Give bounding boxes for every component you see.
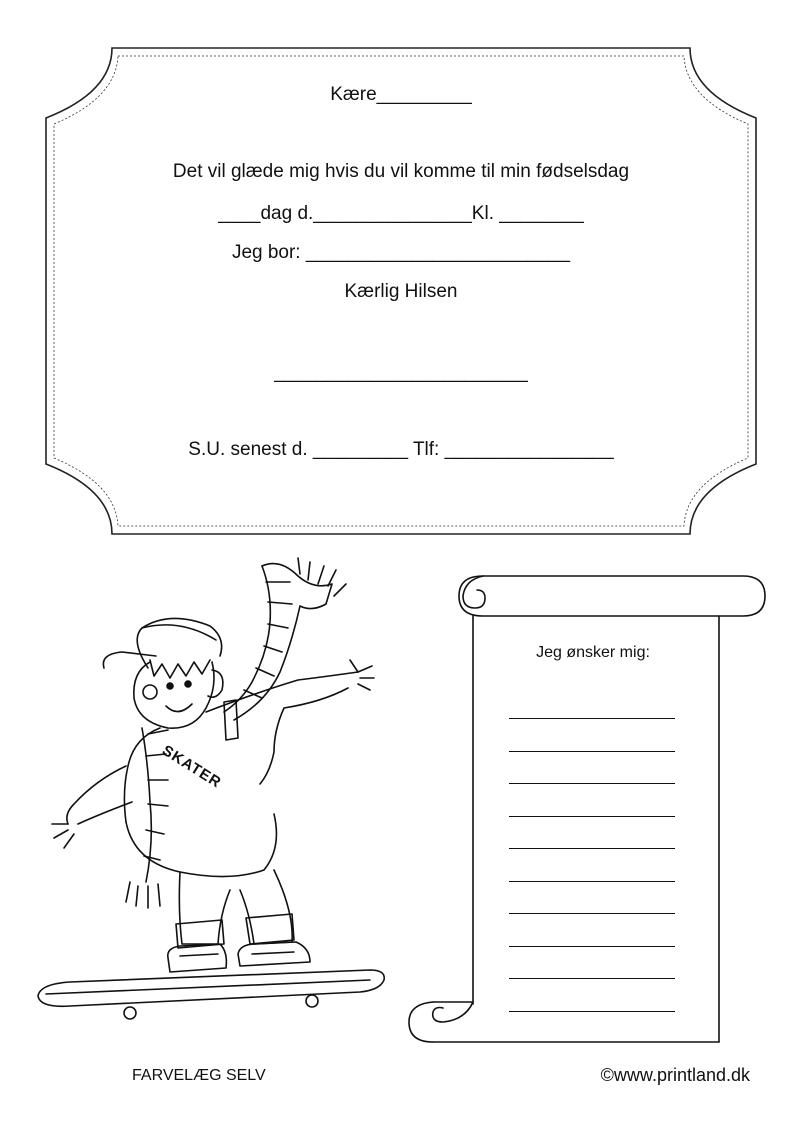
wishlist-line xyxy=(509,946,675,979)
wishlist-lines xyxy=(509,718,675,1043)
wishlist-line xyxy=(509,913,675,946)
wishlist-line xyxy=(509,718,675,751)
wishlist-line xyxy=(509,783,675,816)
invite-text: Det vil glæde mig hvis du vil komme til min fødselsdag xyxy=(172,161,630,182)
shirt-text: SKATER xyxy=(158,742,225,792)
wishlist-line xyxy=(509,1011,675,1044)
signature-line: ________________________ xyxy=(274,362,528,383)
closing-text: Kærlig Hilsen xyxy=(344,281,458,302)
footer-color-note: FARVELÆG SELV xyxy=(132,1067,266,1084)
wishlist-line xyxy=(509,881,675,914)
rsvp-line: S.U. senest d. _________ Tlf: ________________ xyxy=(188,439,614,460)
greeting-line: Kære_________ xyxy=(330,84,472,105)
wishlist-title: Jeg ønsker mig: xyxy=(536,644,650,661)
wishlist-line xyxy=(509,816,675,849)
date-time-line: ____dag d._______________Kl. ________ xyxy=(218,203,584,224)
wishlist-line xyxy=(509,751,675,784)
footer-copyright: ©www.printland.dk xyxy=(600,1065,750,1085)
address-line: Jeg bor: _________________________ xyxy=(231,242,571,263)
wishlist-line xyxy=(509,848,675,881)
wishlist-line xyxy=(509,978,675,1011)
